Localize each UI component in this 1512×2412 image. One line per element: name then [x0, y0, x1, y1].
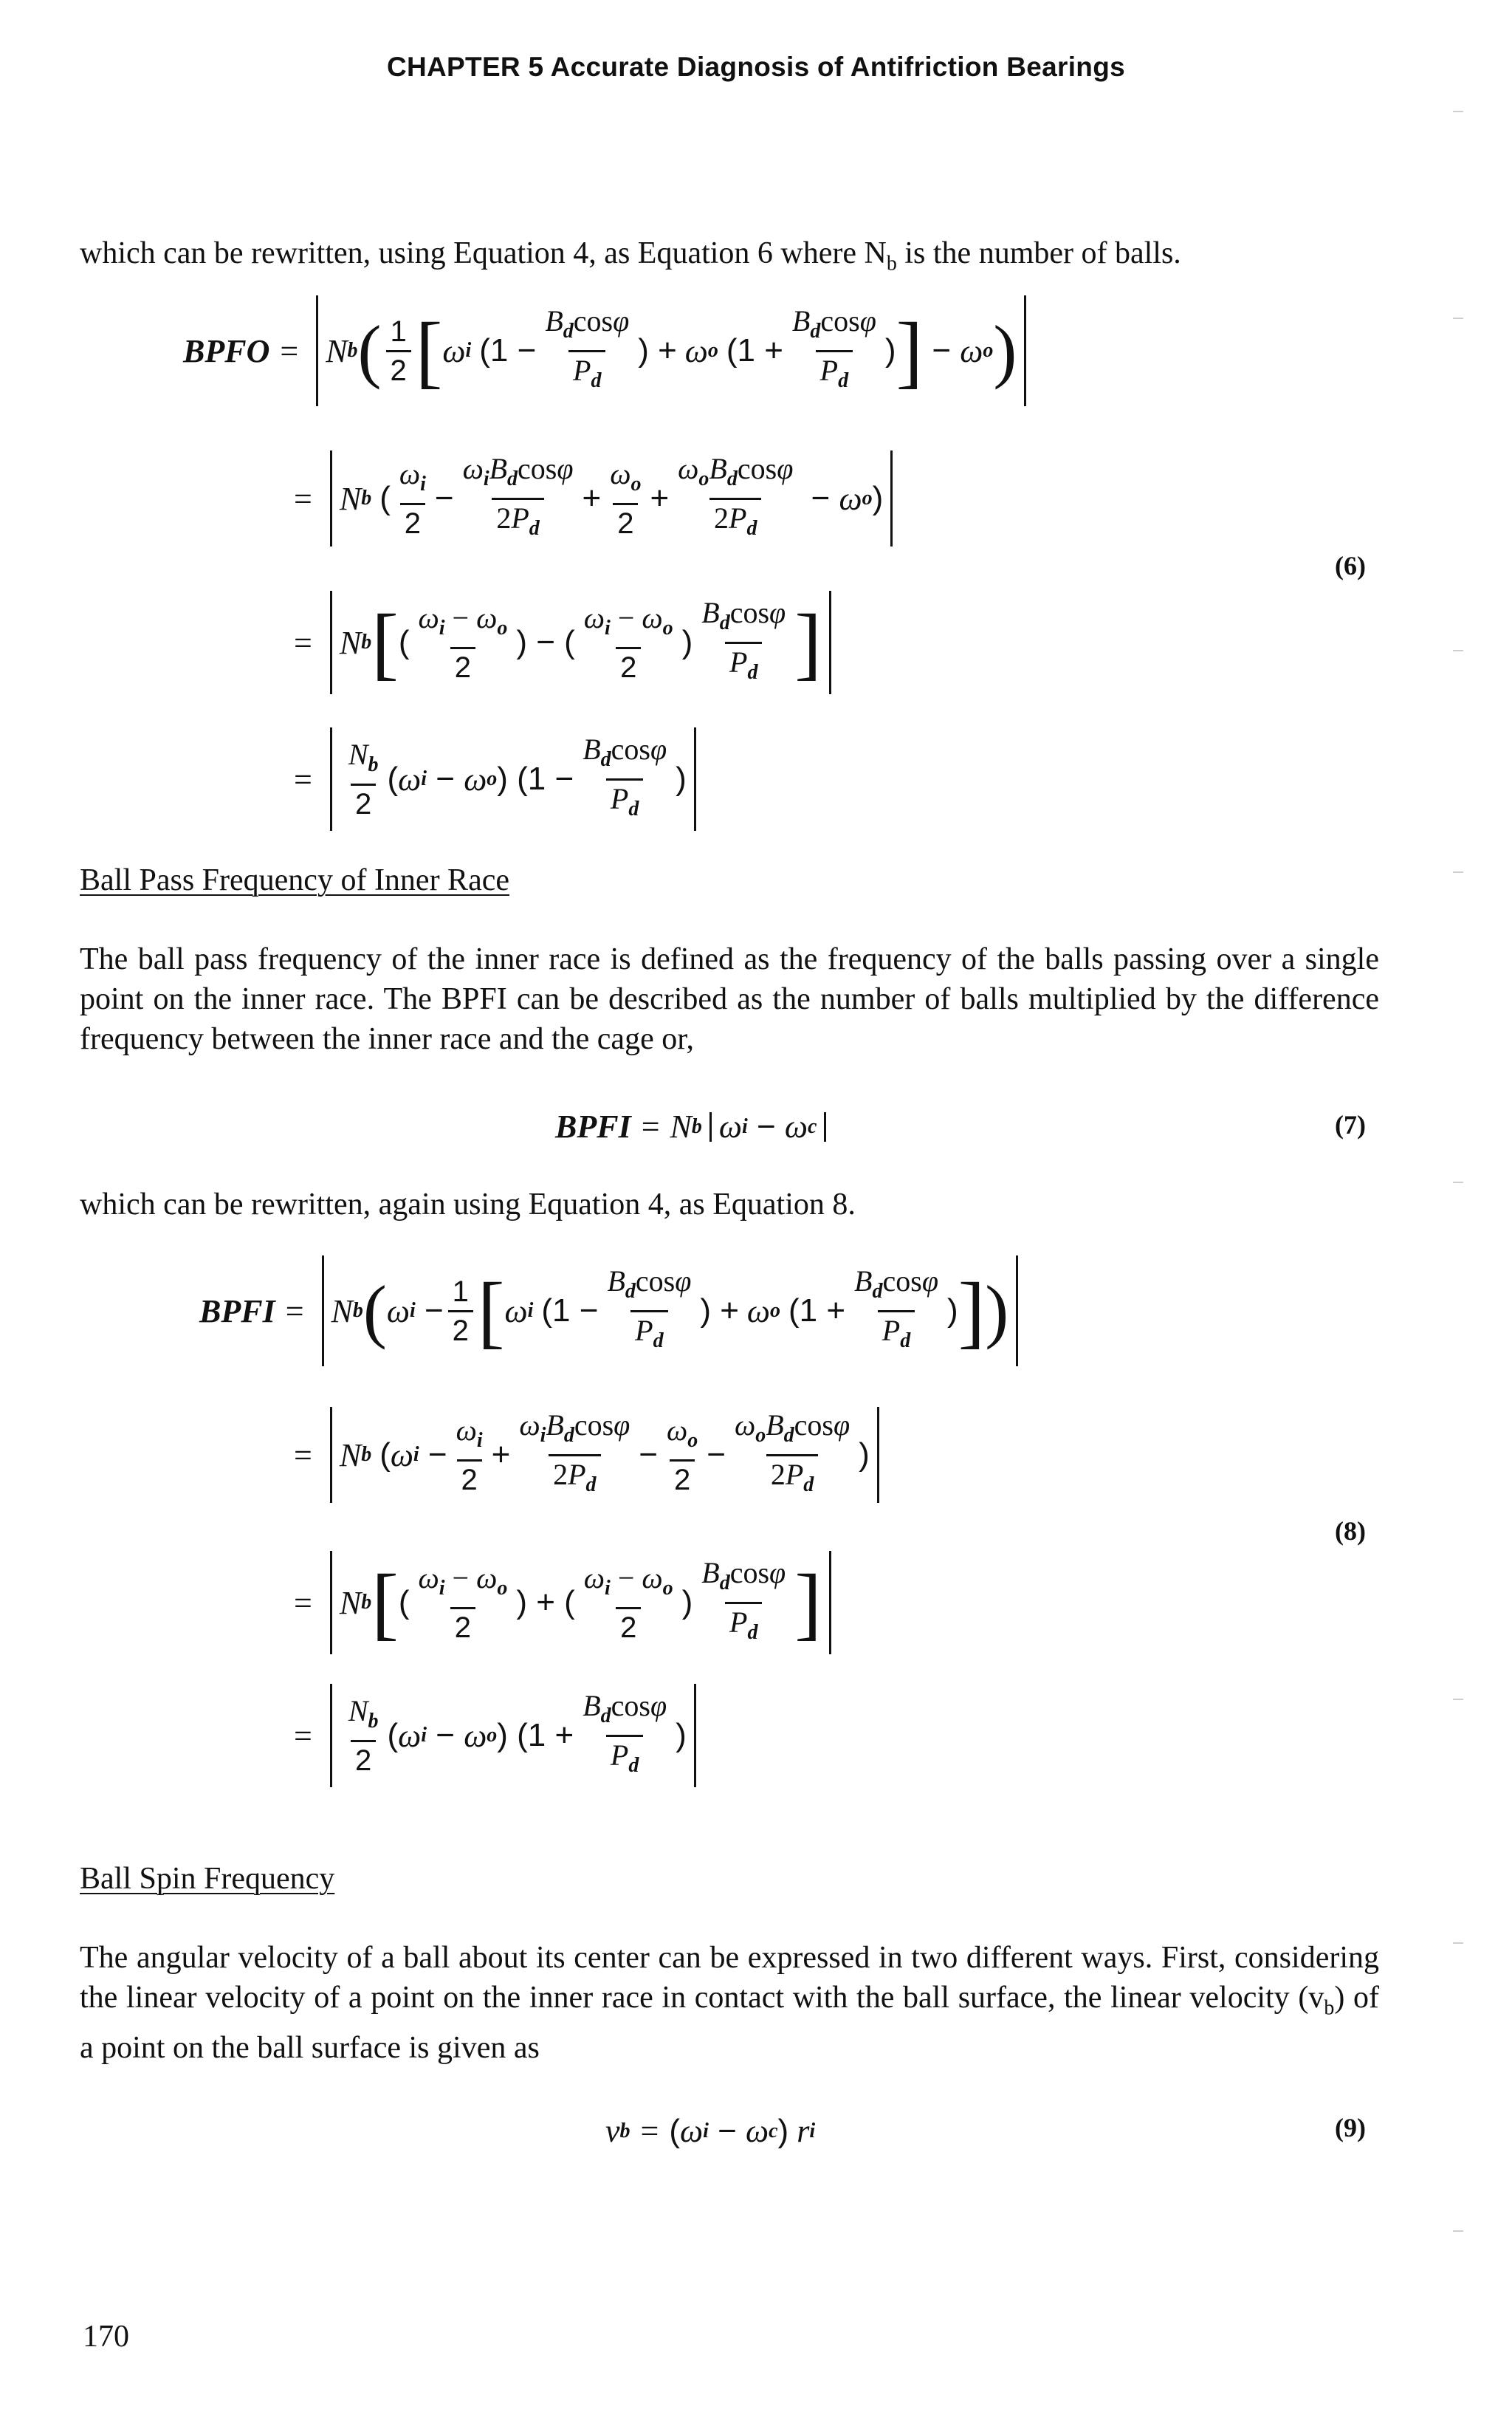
eq6-line-4: = $\frac{N_b}{2}$ ( ω i − ω o ) (1 − $\frac{B_d\cos\varphi}{P_d}$ )	[294, 727, 704, 831]
eq6-lhs: BPFO	[183, 332, 270, 369]
equation-6	[183, 295, 1034, 406]
section-heading-bsf: Ball Spin Frequency	[80, 1862, 335, 1896]
eq8-line-4: = $\frac{N_b}{2}$ ( ω i − ω o ) (1 + $\frac{B_d\cos\varphi}{P_d}$ )	[294, 1684, 704, 1787]
bsf-subscript: b	[1324, 1996, 1335, 2020]
eq6-line-2: = N b ( $\frac{\omega_i}{2}$ − $\frac{\omega_iB_d\cos\varphi}{2P_d}$ + $\frac{\omega_o}{2}$ + $\frac{\omega_oB_d\cos\varphi}{2P_d}$ − ω o )	[294, 450, 900, 547]
eq9-number: (9)	[1335, 2113, 1366, 2142]
margin-mark	[1453, 111, 1463, 112]
running-header: CHAPTER 5 Accurate Diagnosis of Antifriction Bearings	[387, 52, 1125, 82]
intro-subscript: b	[886, 252, 897, 275]
paragraph-bpfi: The ball pass frequency of the inner race is defined as the frequency of the balls passing over a single point on the inner race. The BPFI can be described as the number of balls multiplied by the difference frequency between the inner race and the cage or,	[80, 942, 1379, 1056]
margin-mark	[1453, 650, 1463, 651]
equation-8: BPFI = N b ( ω i − $\frac{1}{2}$ [ ω i (1 − $\frac{B_d\cos\varphi}{P_d}$ ) + ω o (1 + $\frac{B_d\cos\varphi}{P_d}$ ) ] )	[199, 1255, 1025, 1366]
paragraph-after-eq7: which can be rewritten, again using Equation 4, as Equation 8.	[80, 1188, 856, 1222]
eq6-line-3: = N b [ ( $\frac{\omega_i - \omega_o}{2}$ ) − ( $\frac{\omega_i - \omega_o}{2}$ ) $\frac{B_d\cos\varphi}{P_d}$ ]	[294, 591, 839, 694]
margin-mark	[1453, 318, 1463, 319]
page-number: 170	[83, 2320, 129, 2354]
intro-tail: is the number of balls.	[896, 236, 1181, 270]
bsf-text: The angular velocity of a ball about its center can be expressed in two different ways. First, considering the linear velocity of a point on the inner race in contact with the ball surface, the linear velocity (v	[80, 1941, 1379, 2015]
eq7-lhs: BPFI	[555, 1109, 631, 1145]
eq8-line-3: = N b [ ( $\frac{\omega_i - \omega_o}{2}$ ) + ( $\frac{\omega_i - \omega_o}{2}$ ) $\frac{B_d\cos\varphi}{P_d}$ ]	[294, 1551, 839, 1654]
margin-mark	[1453, 871, 1463, 873]
eq8-number: (8)	[1335, 1516, 1366, 1546]
section-heading-bpfi: Ball Pass Frequency of Inner Race	[80, 863, 509, 897]
eq8-lhs: BPFI	[199, 1292, 275, 1329]
bsf-tail: ) of a point on the ball surface is given as	[80, 1981, 1379, 2066]
intro-text: which can be rewritten, using Equation 4, as Equation 6 where N	[80, 236, 887, 270]
intro-paragraph	[80, 233, 1438, 284]
eq7-number: (7)	[1335, 1110, 1366, 1140]
eq8-line-2: = N b ( ω i − $\frac{\omega_i}{2}$ + $\frac{\omega_iB_d\cos\varphi}{2P_d}$ − $\frac{\omega_o}{2}$ − $\frac{\omega_oB_d\cos\varphi}{2P_d}$ )	[294, 1407, 887, 1503]
margin-mark	[1453, 1182, 1463, 1183]
margin-mark	[1453, 1699, 1463, 1700]
equation-9: v b = ( ω i − ω c ) r i	[605, 2112, 816, 2149]
margin-mark	[1453, 1942, 1463, 1944]
equation-7: BPFI = N b ω i − ω c	[555, 1108, 834, 1145]
margin-mark	[1453, 2230, 1463, 2232]
eq6-line-1: BPFO = N b ( $\frac{1}{2}$ [ ω i (1 − $\frac{B_d\cos\varphi}{P_d}$ ) + ω o (1 + $\frac{B_d\cos\varphi}{P_d}$ ) ] − ω o )	[183, 295, 1034, 406]
eq6-number: (6)	[1335, 551, 1366, 580]
paragraph-bsf	[80, 1938, 1379, 2068]
